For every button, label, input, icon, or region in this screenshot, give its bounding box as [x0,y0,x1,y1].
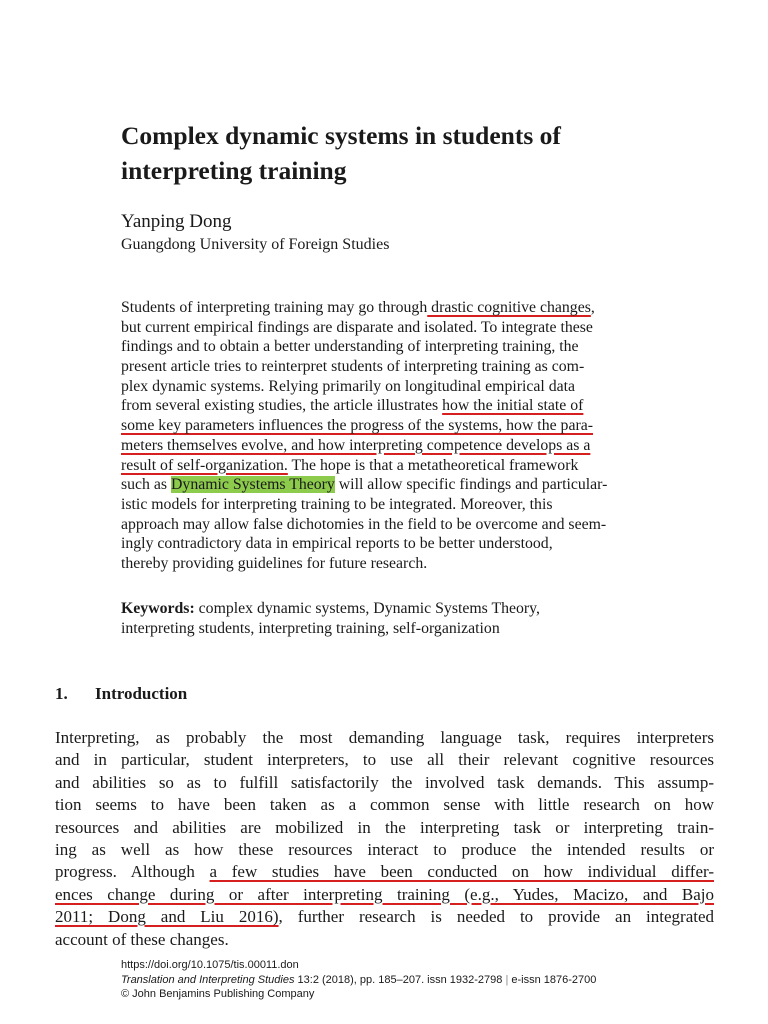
keywords-label: Keywords: [121,600,195,617]
text-span: but current empirical findings are disparate and isolated. To integrate these [121,318,593,336]
text-line [121,298,681,318]
text-span: Interpreting, as probably the most demanding language task, requires interpreters [55,728,714,747]
text-line [121,456,681,476]
text-line [121,475,681,495]
keywords-line [121,599,681,619]
text-span: Students of interpreting training may go through [121,299,428,316]
text-line [121,534,681,554]
text-span: approach may allow false dichotomies in the field to be overcome and seem- [121,515,607,533]
page-footer [121,958,721,1002]
citation-line [121,973,721,988]
text-span: and in particular, student interpreters, to use all their relevant cognitive resources [55,750,714,770]
text-span: thereby providing guidelines for future research. [121,554,428,572]
text-line [55,749,714,771]
text-line [121,396,681,416]
journal-name: Translation and Interpreting Studies [121,973,295,986]
text-span: The hope is that a metatheoretical framework [287,456,579,474]
section-title: Introduction [95,684,188,703]
highlight-annotation: Dynamic Systems Theory [171,476,335,494]
text-line [55,727,714,749]
text-line [121,515,681,535]
underlined-annotation: 2011; Dong and Liu 2016) [55,907,279,927]
text-line [55,839,714,861]
text-span: and abilities so as to fulfill satisfactorily the involved task demands. This assump- [55,772,714,792]
text-span: istic models for interpreting training to be integrated. Moreover, this [121,495,553,513]
citation-details: 13:2 (2018), pp. 185–207. issn 1932-2798 [294,973,506,986]
copyright: © John Benjamins Publishing Company [121,988,315,1000]
text-line [121,554,681,574]
text-line [121,416,681,436]
text-span: findings and to obtain a better understanding of interpreting training, the [121,338,579,356]
separator: | [505,973,509,986]
text-line [55,861,714,883]
text-span: progress. Although [55,862,210,882]
text-line [121,377,681,397]
underlined-annotation: ences change during or after interpreting training (e.g., Yudes, Macizo, and Bajo [55,884,714,904]
text-line [55,794,714,816]
author-name: Yanping Dong [121,211,232,232]
text-line [55,929,714,951]
keywords-text: complex dynamic systems, Dynamic Systems Theory, [194,600,541,617]
text-span: such as [121,476,172,494]
underlined-annotation: how the initial state of [442,397,584,415]
text-line [55,906,714,928]
text-line [121,318,681,338]
underlined-annotation: drastic cognitive changes [427,299,591,316]
paper-title [121,118,681,188]
title-line: interpreting training [121,156,347,185]
title-line: Complex dynamic systems in students of [121,121,561,150]
text-line [121,357,681,377]
text-line [55,884,714,906]
text-span: from several existing studies, the article illustrates [121,397,443,415]
text-span: ing as well as how these resources interact to produce the intended results or [55,839,714,859]
body-paragraph [55,727,714,951]
keywords [121,599,681,638]
text-span: resources and abilities are mobilized in the interpreting task or interpreting train- [55,817,714,837]
section-heading [55,682,187,706]
section-number: 1. [55,684,68,703]
text-line [55,772,714,794]
text-line [121,495,681,515]
keywords-line: interpreting students, interpreting training, self-organization [121,619,500,637]
text-span: tion seems to have been taken as a common sense with little research on how [55,795,714,815]
underlined-annotation: result of self-organization. [121,456,288,474]
underlined-annotation: meters themselves evolve, and how interpreting competence develops as a [121,436,591,454]
text-line [121,337,681,357]
doi-link[interactable]: https://doi.org/10.1075/tis.00011.don [121,959,299,971]
text-span: ingly contradictory data in empirical reports to be better understood, [121,535,553,553]
text-line [121,436,681,456]
text-span: account of these changes. [55,929,229,949]
text-span: , further research is needed to provide an integrated [278,907,715,927]
text-span: plex dynamic systems. Relying primarily on longitudinal empirical data [121,377,576,395]
author-affiliation: Guangdong University of Foreign Studies [121,236,390,253]
text-span: , [590,299,595,316]
underlined-annotation: a few studies have been conducted on how individual differ- [209,862,714,882]
text-line [55,817,714,839]
underlined-annotation: some key parameters influences the progress of the systems, how the para- [121,417,594,435]
text-span: present article tries to reinterpret students of interpreting training as com- [121,358,585,376]
eissn: e-issn 1876-2700 [508,973,597,986]
abstract [121,298,681,574]
text-span: will allow specific findings and particular- [334,476,608,494]
